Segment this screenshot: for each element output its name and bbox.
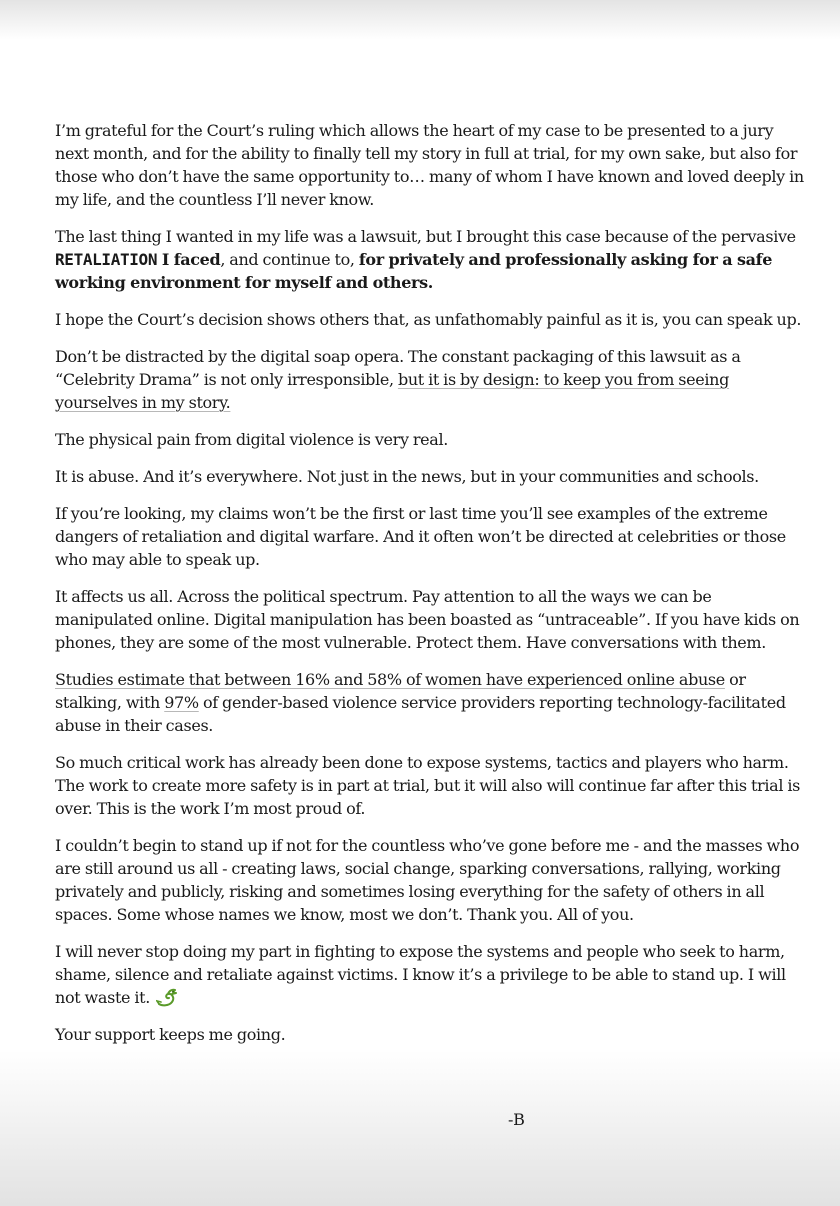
p9-text-d: of gender-based violence service providers reporting technology-facilitated abuse in their cases. xyxy=(55,693,786,735)
p2-bold-retaliation: RETALIATION xyxy=(55,250,158,269)
p2-bold-tail: for privately and professionally asking for a safe working environment for myself and others. xyxy=(55,250,773,292)
dragon-icon xyxy=(156,987,178,1007)
paragraph-12 xyxy=(55,940,805,1009)
p9-underlined-studies: Studies estimate that between 16% and 58% of women have experienced online abuse xyxy=(55,670,725,689)
paragraph-6: It is abuse. And it’s everywhere. Not just in the news, but in your communities and schools. xyxy=(55,467,759,486)
p4-underlined: but it is by design: to keep you from seeing yourselves in my story. xyxy=(55,370,730,412)
p12-text: I will never stop doing my part in fighting to expose the systems and people who seek to harm, shame, silence and retaliate against victims. I know it’s a privilege to be able to stand up. I will not waste it. xyxy=(55,942,786,1007)
paragraph-5: The physical pain from digital violence is very real. xyxy=(55,430,448,449)
p9-text-b: or stalking, with xyxy=(55,670,746,712)
paragraph-4 xyxy=(55,345,805,414)
signature: -B xyxy=(508,1110,525,1129)
p2-text-a: The last thing I wanted in my life was a lawsuit, but I brought this case because of the pervasive xyxy=(55,227,796,246)
p4-text-a: Don’t be distracted by the digital soap opera. The constant packaging of this lawsuit as a “Celebrity Drama” is not only irresponsible, xyxy=(55,347,741,389)
paragraph-11: I couldn’t begin to stand up if not for the countless who’ve gone before me - and the masses who are still around us all - creating laws, social change, sparking conversations, rallying, working privately and publicly, risking and sometimes losing everything for the safety of others in all spaces. Some whose names we know, most we don’t. Thank you. All of you. xyxy=(55,836,800,924)
paragraph-9 xyxy=(55,668,805,737)
paragraph-10: So much critical work has already been done to expose systems, tactics and players who harm. The work to create more safety is in part at trial, but it will also will continue far after this trial is over. This is the work I’m most proud of. xyxy=(55,753,800,818)
paragraph-13: Your support keeps me going. xyxy=(55,1025,286,1044)
paragraph-7: If you’re looking, my claims won’t be the first or last time you’ll see examples of the extreme dangers of retaliation and digital warfare. And it often won’t be directed at celebrities or those who may able to speak up. xyxy=(55,504,786,569)
letter-body xyxy=(55,119,805,1060)
p2-text-d: , and continue to, xyxy=(220,250,359,269)
p2-bold-faced: I faced xyxy=(157,250,221,269)
p9-underlined-97: 97% xyxy=(164,693,199,712)
paragraph-8: It affects us all. Across the political spectrum. Pay attention to all the ways we can be manipulated online. Digital manipulation has been boasted as “untraceable”. If you have kids on phones, they are some of the most vulnerable. Protect them. Have conversations with them. xyxy=(55,587,800,652)
paragraph-3: I hope the Court’s decision shows others that, as unfathomably painful as it is, you can speak up. xyxy=(55,310,802,329)
paragraph-2 xyxy=(55,225,805,294)
paragraph-1: I’m grateful for the Court’s ruling which allows the heart of my case to be presented to a jury next month, and for the ability to finally tell my story in full at trial, for my own sake, but also for those who don’t have the same opportunity to… many of whom I have known and loved deeply in my life, and the countless I’ll never know. xyxy=(55,121,804,209)
